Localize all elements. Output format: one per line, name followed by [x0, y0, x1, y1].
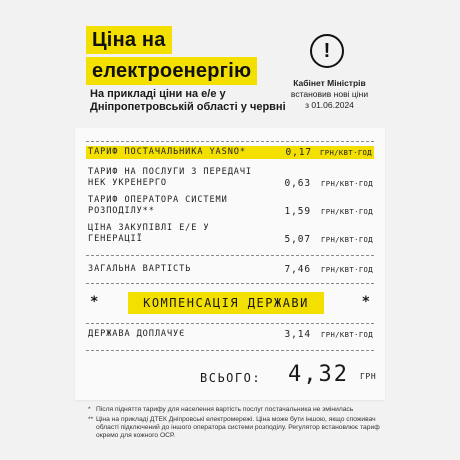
divider	[86, 350, 374, 351]
row-value: 0,17	[285, 147, 312, 158]
divider	[86, 141, 374, 142]
notice-line-2: встановив нові ціни	[290, 89, 369, 99]
compensation-banner	[86, 292, 374, 314]
total-unit: ГРН	[360, 372, 377, 381]
row-unit: ГРН/КВТ·ГОД	[321, 265, 373, 274]
footnote-2	[88, 416, 396, 441]
divider	[86, 255, 374, 256]
footnote-text: Після підняття тарифу для населення вартість послуг постачальника не змінилась	[96, 406, 354, 413]
row-unit: ГРН/КВТ·ГОД	[321, 235, 373, 244]
divider	[86, 323, 374, 324]
divider	[86, 283, 374, 284]
page-title	[86, 26, 257, 85]
total-value: 4,32	[288, 362, 349, 387]
title-line-2: електроенергію	[86, 57, 257, 85]
row-unit: ГРН/КВТ·ГОД	[321, 207, 373, 216]
row-unit: ГРН/КВТ·ГОД	[320, 148, 372, 157]
footnote-1	[88, 406, 396, 414]
row-label: ЦІНА ЗАКУПІВЛІ Е/Е У ГЕНЕРАЦІЇ	[88, 223, 210, 244]
title-line-1: Ціна на	[86, 26, 172, 54]
row-supplier-tariff	[86, 146, 374, 159]
row-value: 1,59	[284, 206, 311, 217]
row-value: 0,63	[284, 178, 311, 189]
row-label: ТАРИФ ПОСТАЧАЛЬНИКА YASNO*	[88, 147, 246, 157]
row-label: ДЕРЖАВА ДОПЛАЧУЄ	[88, 329, 186, 339]
subtitle: На прикладі ціни на е/е у Дніпропетровській області у червні	[90, 88, 286, 113]
exclamation-icon: !	[310, 34, 344, 68]
row-unit: ГРН/КВТ·ГОД	[321, 330, 373, 339]
asterisk-left: *	[90, 294, 99, 310]
row-label: ЗАГАЛЬНА ВАРТІСТЬ	[88, 264, 192, 274]
notice-line-1: Кабінет Міністрів	[293, 78, 366, 88]
footnote-mark: **	[88, 416, 94, 423]
row-value: 7,46	[284, 264, 311, 275]
total-label: ВСЬОГО:	[200, 371, 262, 385]
cabinet-notice	[282, 78, 377, 111]
row-value: 5,07	[284, 234, 311, 245]
footnote-text: Ціна на прикладі ДТЕК Дніпровські електромережі. Ціна може бути іншою, якщо споживач області підключений до іншого оператора системи розподілу. Регулятор встановлює тариф окремо для кожного ОСР.	[96, 416, 380, 440]
footnote-mark: *	[88, 406, 91, 413]
row-label: ТАРИФ ОПЕРАТОРА СИСТЕМИ РОЗПОДІЛУ**	[88, 195, 228, 216]
row-value: 3,14	[284, 329, 311, 340]
compensation-label: КОМПЕНСАЦІЯ ДЕРЖАВИ	[128, 292, 324, 314]
row-label: ТАРИФ НА ПОСЛУГИ З ПЕРЕДАЧІ НЕК УКРЕНЕРГО	[88, 167, 252, 188]
row-unit: ГРН/КВТ·ГОД	[321, 179, 373, 188]
asterisk-right: *	[361, 294, 370, 310]
notice-line-3: з 01.06.2024	[305, 100, 354, 110]
